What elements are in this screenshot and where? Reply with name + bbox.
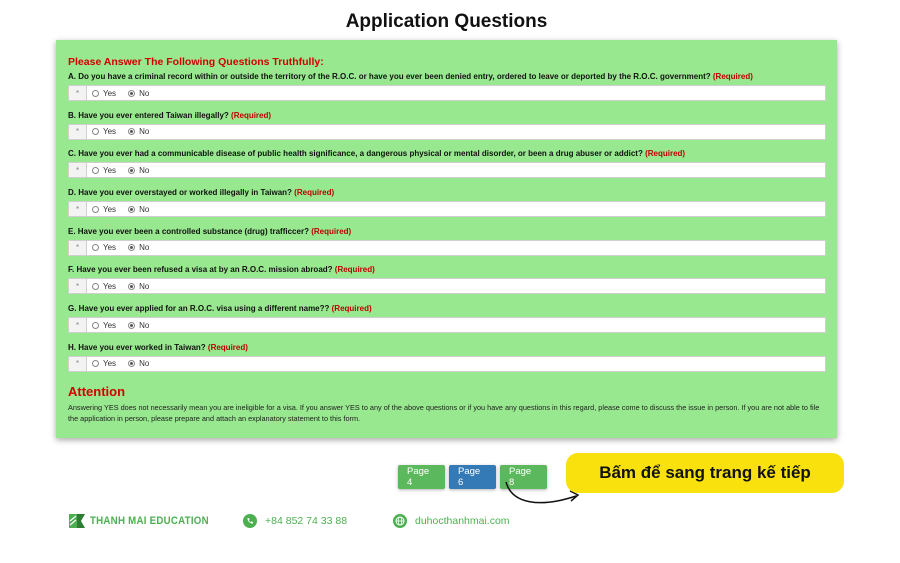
required-tag: (Required) [311, 226, 352, 236]
no-label: No [139, 204, 150, 214]
no-option[interactable] [128, 89, 149, 98]
no-radio[interactable] [128, 283, 135, 290]
yes-label: Yes [103, 165, 117, 175]
yes-label: Yes [103, 281, 117, 291]
yes-radio[interactable] [92, 167, 99, 174]
question-text: H. Have you ever worked in Taiwan? [68, 342, 206, 352]
answer-field [68, 124, 826, 140]
no-radio[interactable] [128, 244, 135, 251]
required-tag: (Required) [231, 110, 272, 120]
phone-contact [243, 514, 347, 528]
no-option[interactable] [128, 282, 149, 291]
required-asterisk: * [69, 357, 87, 371]
brand-logo [68, 512, 225, 530]
yes-option[interactable] [92, 359, 116, 368]
no-label: No [139, 243, 150, 253]
required-asterisk: * [69, 163, 87, 177]
question-text: G. Have you ever applied for an R.O.C. visa using a different name?? [68, 304, 330, 314]
required-tag: (Required) [645, 149, 686, 159]
page-8-button[interactable]: Page 8 [500, 465, 547, 489]
website-link[interactable]: duhocthanhmai.com [415, 515, 510, 527]
yes-label: Yes [103, 243, 117, 253]
question-row [68, 342, 826, 381]
answer-field [68, 240, 826, 256]
question-row [68, 110, 826, 149]
page-title: Application Questions [345, 11, 548, 32]
question-text: F. Have you ever been refused a visa at by an R.O.C. mission abroad? [68, 265, 333, 275]
yes-radio[interactable] [92, 206, 99, 213]
yes-option[interactable] [92, 282, 116, 291]
required-asterisk: * [69, 125, 87, 139]
yes-option[interactable] [92, 205, 116, 214]
leaf-logo-icon [68, 512, 86, 530]
yes-radio[interactable] [92, 128, 99, 135]
phone-number[interactable]: +84 852 74 33 88 [265, 515, 348, 527]
required-asterisk: * [69, 86, 87, 100]
yes-radio[interactable] [92, 360, 99, 367]
no-label: No [139, 281, 150, 291]
yes-option[interactable] [92, 243, 116, 252]
question-text: B. Have you ever entered Taiwan illegally? [68, 110, 229, 120]
footer [68, 512, 588, 532]
yes-radio[interactable] [92, 90, 99, 97]
question-text: E. Have you ever been a controlled substance (drug) trafficcer? [68, 226, 309, 236]
answer-field [68, 85, 826, 101]
required-tag: (Required) [294, 188, 335, 198]
question-row [68, 226, 826, 265]
globe-icon [393, 514, 407, 528]
yes-option[interactable] [92, 127, 116, 136]
questions-panel [56, 40, 837, 438]
yes-option[interactable] [92, 321, 116, 330]
attention-title: Attention [68, 383, 126, 399]
required-asterisk: * [69, 202, 87, 216]
required-asterisk: * [69, 279, 87, 293]
question-label [68, 110, 826, 121]
no-label: No [139, 165, 150, 175]
brand-name: THANH MAI EDUCATION [90, 515, 209, 527]
required-asterisk: * [69, 241, 87, 255]
no-option[interactable] [128, 243, 149, 252]
yes-label: Yes [103, 320, 117, 330]
no-radio[interactable] [128, 322, 135, 329]
no-option[interactable] [128, 127, 149, 136]
question-row [68, 303, 826, 342]
question-row [68, 264, 826, 303]
yes-radio[interactable] [92, 322, 99, 329]
no-radio[interactable] [128, 167, 135, 174]
no-radio[interactable] [128, 90, 135, 97]
question-label [68, 187, 826, 198]
no-option[interactable] [128, 321, 149, 330]
required-tag: (Required) [331, 304, 372, 314]
question-label [68, 303, 826, 314]
question-text: A. Do you have a criminal record within or outside the territory of the R.O.C. or have you ever been denied entry, ordered to leave or deported by the R.O.C. government? [68, 72, 711, 81]
attention-text: Answering YES does not necessarily mean you are ineligible for a visa. If you answer YES to any of the above questions or if you have any questions in this regard, please come to discuss the issue in person. If you are not able to file the application in person, please prepare and attach an explanatory statement to this form. [68, 402, 820, 423]
answer-field [68, 162, 826, 178]
required-tag: (Required) [334, 265, 375, 275]
no-radio[interactable] [128, 128, 135, 135]
no-label: No [139, 359, 150, 369]
no-radio[interactable] [128, 206, 135, 213]
no-option[interactable] [128, 166, 149, 175]
question-row [68, 71, 826, 110]
yes-label: Yes [103, 88, 117, 98]
question-list [68, 71, 826, 381]
page-6-button[interactable]: Page 6 [449, 465, 496, 489]
yes-option[interactable] [92, 89, 116, 98]
question-label [68, 264, 826, 275]
question-label [68, 148, 826, 159]
form-intro: Please Answer The Following Questions Truthfully: [68, 56, 324, 68]
required-asterisk: * [69, 318, 87, 332]
website-contact [393, 514, 510, 528]
answer-field [68, 317, 826, 333]
no-label: No [139, 88, 150, 98]
question-row [68, 187, 826, 226]
no-option[interactable] [128, 359, 149, 368]
next-page-callout: Bấm để sang trang kế tiếp [566, 453, 844, 493]
answer-field [68, 201, 826, 217]
yes-radio[interactable] [92, 244, 99, 251]
yes-label: Yes [103, 204, 117, 214]
required-tag: (Required) [712, 72, 753, 81]
question-row [68, 148, 826, 187]
no-label: No [139, 320, 150, 330]
answer-field [68, 356, 826, 372]
yes-radio[interactable] [92, 283, 99, 290]
no-radio[interactable] [128, 360, 135, 367]
answer-field [68, 278, 826, 294]
no-label: No [139, 127, 150, 137]
yes-label: Yes [103, 127, 117, 137]
question-label [68, 71, 826, 82]
question-text: C. Have you ever had a communicable disease of public health significance, a dangerous physical or mental disorder, or been a drug abuser or addict? [68, 149, 643, 159]
phone-icon [243, 514, 257, 528]
no-option[interactable] [128, 205, 149, 214]
required-tag: (Required) [207, 342, 248, 352]
yes-label: Yes [103, 359, 117, 369]
question-label [68, 226, 826, 237]
yes-option[interactable] [92, 166, 116, 175]
question-text: D. Have you ever overstayed or worked illegally in Taiwan? [68, 188, 292, 198]
page-4-button[interactable]: Page 4 [398, 465, 445, 489]
question-label [68, 342, 826, 353]
